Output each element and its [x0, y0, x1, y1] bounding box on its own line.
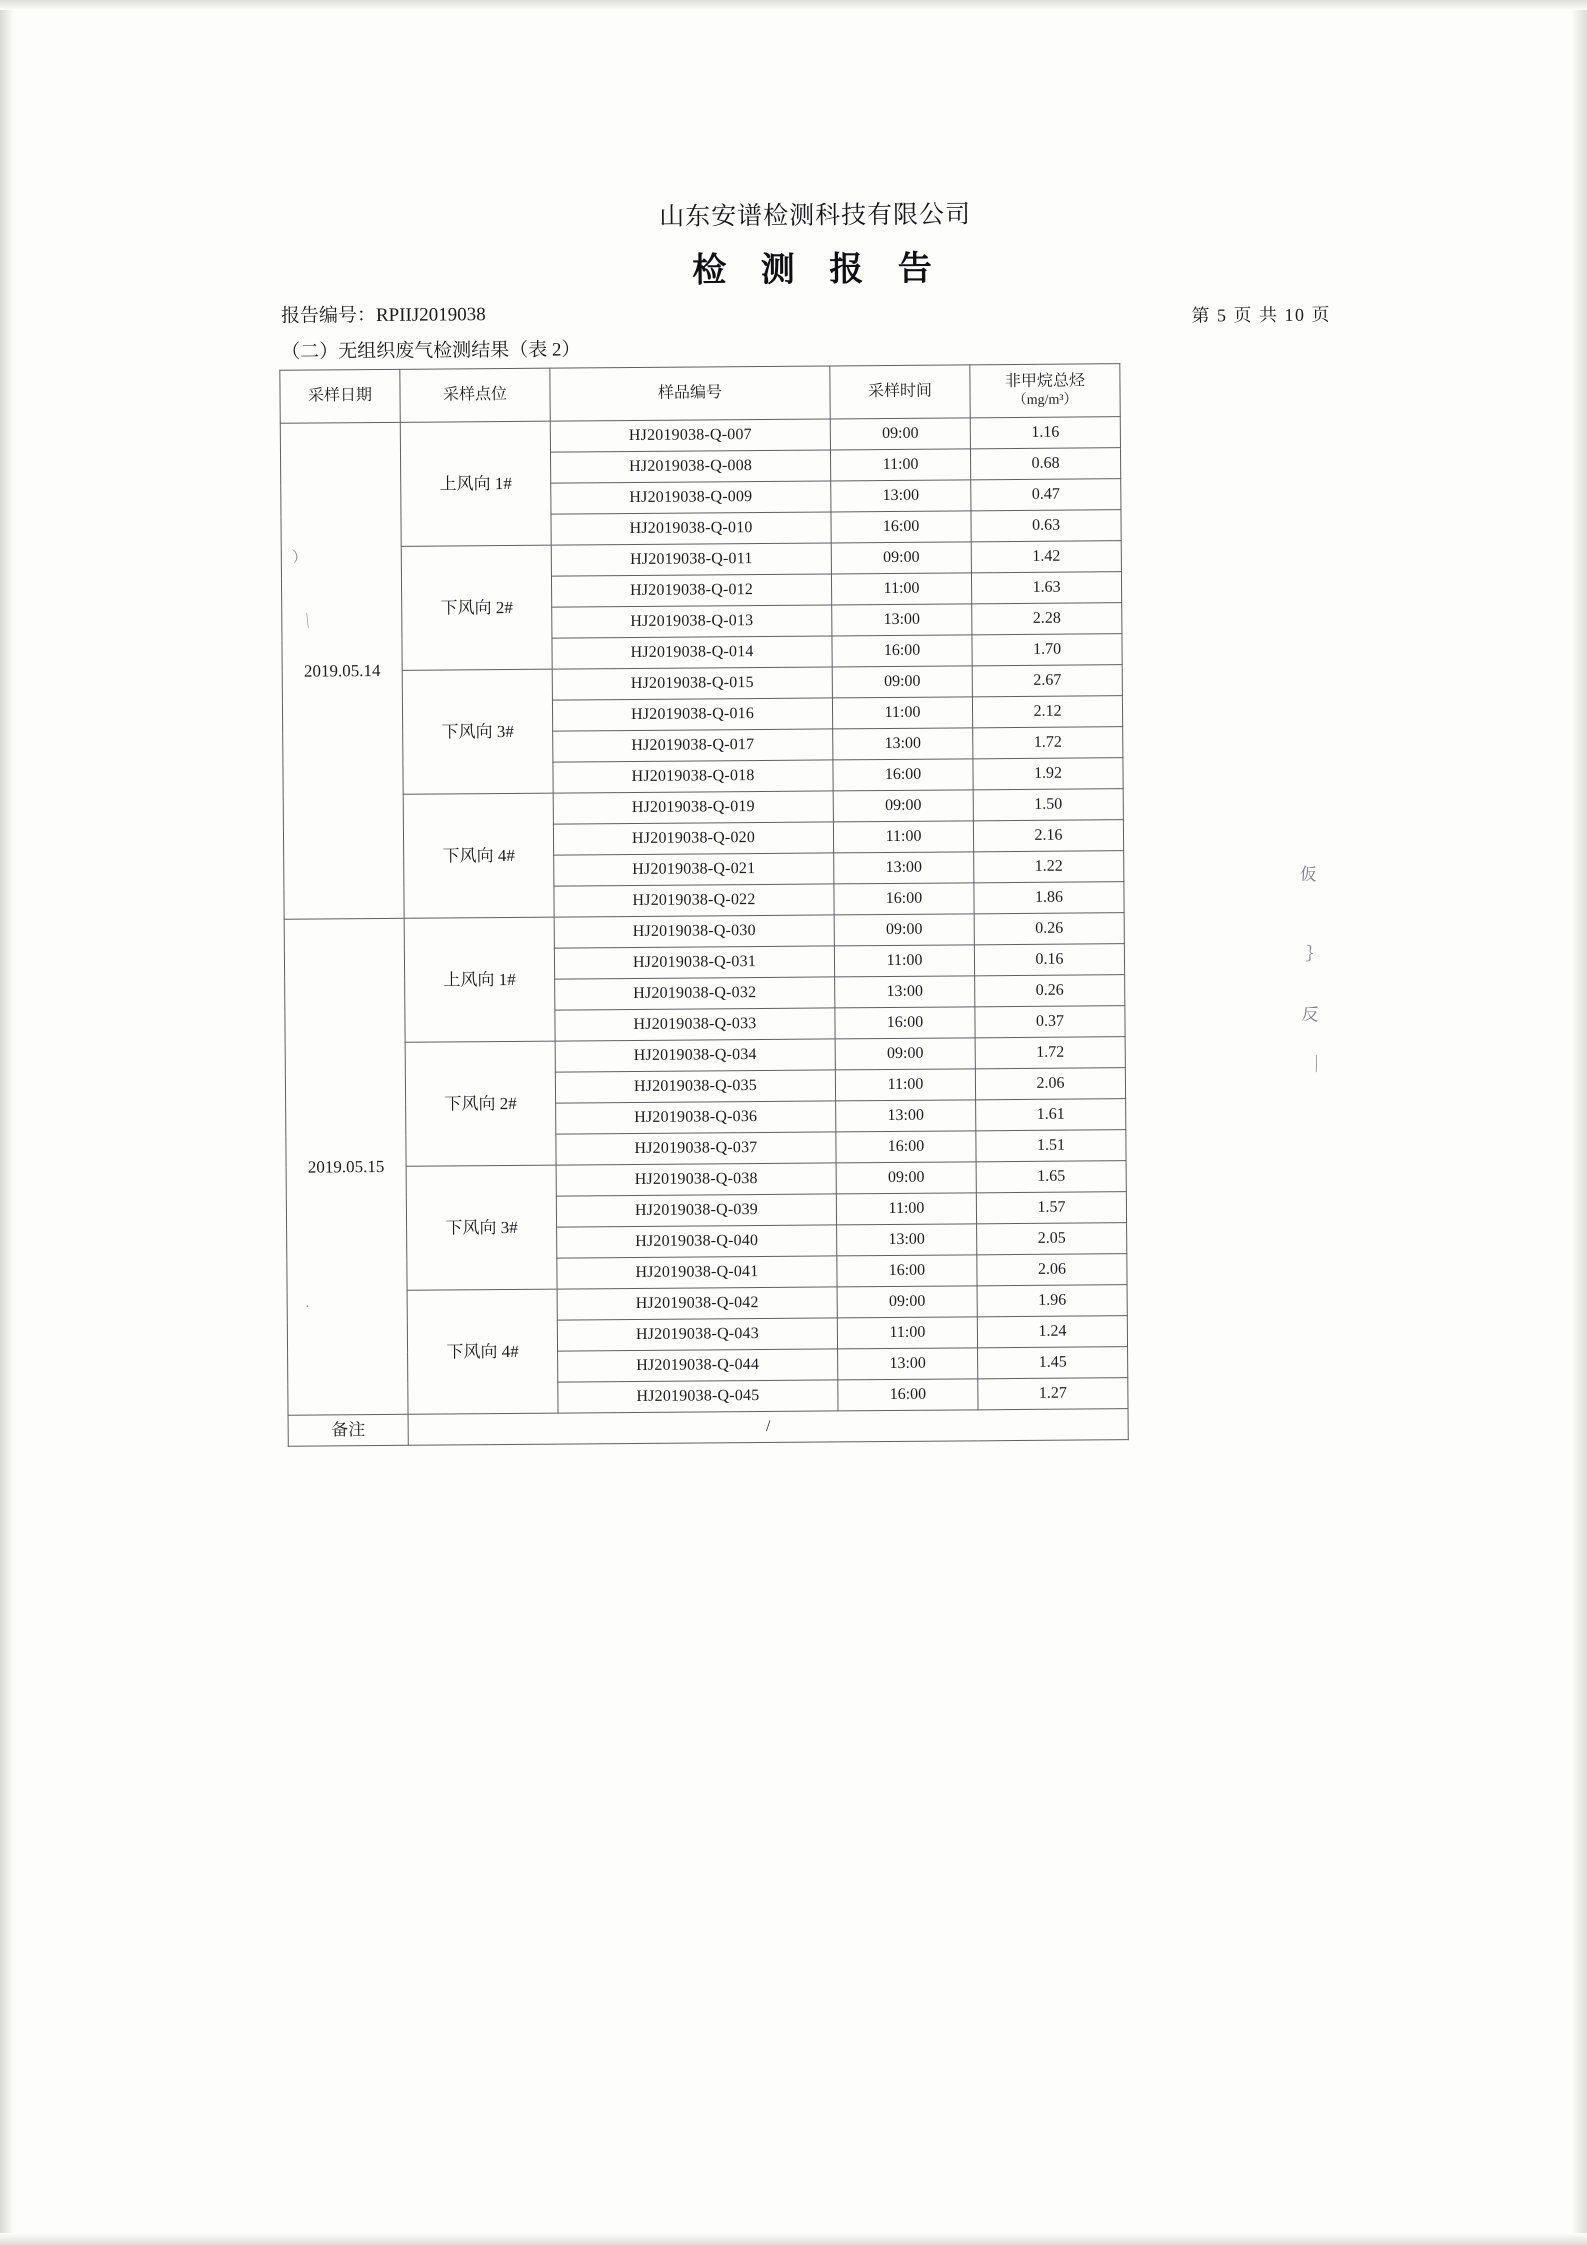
cell-analyte-value: 1.63	[971, 572, 1121, 604]
cell-sample-number: HJ2019038-Q-020	[553, 822, 833, 855]
cell-sample-number: HJ2019038-Q-036	[556, 1101, 836, 1134]
page-title: 检 测 报 告	[692, 250, 945, 290]
cell-sampling-time: 11:00	[832, 697, 972, 729]
cell-sample-number: HJ2019038-Q-044	[558, 1349, 838, 1382]
scan-top-edge	[0, 0, 1587, 10]
cell-sample-number: HJ2019038-Q-031	[554, 946, 834, 979]
cell-sample-number: HJ2019038-Q-043	[557, 1318, 837, 1351]
column-header-time: 采样时间	[830, 365, 970, 419]
cell-analyte-value: 1.22	[974, 851, 1124, 883]
cell-sample-number: HJ2019038-Q-009	[551, 481, 831, 514]
report-number: 报告编号：RPIIJ2019038	[280, 304, 486, 327]
cell-sampling-time: 13:00	[838, 1348, 978, 1380]
cell-analyte-value: 0.63	[971, 510, 1121, 542]
cell-analyte-value: 1.86	[974, 882, 1124, 914]
column-header-analyte-unit: （mg/m³）	[1012, 392, 1078, 409]
cell-analyte-value: 0.47	[971, 479, 1121, 511]
cell-analyte-value: 1.72	[973, 727, 1123, 759]
cell-sampling-time: 11:00	[837, 1317, 977, 1349]
table-body	[280, 417, 1128, 1416]
cell-sampling-time: 16:00	[837, 1255, 977, 1287]
cell-sampling-time: 13:00	[833, 728, 973, 760]
cell-sampling-time: 13:00	[837, 1224, 977, 1256]
cell-sample-number: HJ2019038-Q-013	[552, 605, 832, 638]
cell-sampling-time: 09:00	[836, 1162, 976, 1194]
cell-sampling-time: 16:00	[838, 1379, 978, 1411]
cell-sampling-time: 09:00	[837, 1286, 977, 1318]
scan-right-edge	[1571, 0, 1587, 2245]
cell-sampling-time: 11:00	[833, 821, 973, 853]
cell-sampling-time: 11:00	[834, 945, 974, 977]
cell-sampling-time: 11:00	[830, 449, 970, 481]
cell-analyte-value: 1.16	[970, 417, 1120, 449]
report-meta	[251, 292, 1341, 335]
cell-sampling-point: 上风向 1#	[400, 421, 551, 546]
column-header-sample-no: 样品编号	[550, 366, 830, 421]
cell-sample-number: HJ2019038-Q-012	[551, 574, 831, 607]
cell-sampling-time: 11:00	[836, 1193, 976, 1225]
cell-analyte-value: 2.16	[973, 820, 1123, 852]
cell-analyte-value: 1.92	[973, 758, 1123, 790]
cell-sampling-date: 2019.05.15	[284, 918, 408, 1415]
cell-analyte-value: 1.27	[978, 1378, 1128, 1410]
note-label: 备注	[288, 1414, 408, 1446]
cell-analyte-value: 2.06	[977, 1254, 1127, 1286]
table-footer-row	[288, 1409, 1128, 1447]
cell-sampling-time: 09:00	[835, 1038, 975, 1070]
cell-analyte-value: 0.37	[975, 1006, 1125, 1038]
table-header	[280, 364, 1120, 424]
cell-sample-number: HJ2019038-Q-034	[555, 1039, 835, 1072]
cell-sampling-point: 下风向 3#	[406, 1165, 557, 1290]
cell-analyte-value: 1.72	[975, 1037, 1125, 1069]
stray-mark-right-2: ｝	[1305, 944, 1324, 965]
stray-mark-left-2: ｜	[299, 613, 316, 631]
cell-sample-number: HJ2019038-Q-038	[556, 1163, 836, 1196]
stray-mark-right-1: 仮	[1299, 864, 1318, 885]
cell-sampling-point: 下风向 2#	[405, 1041, 556, 1166]
scan-bottom-edge	[0, 2233, 1587, 2245]
cell-sample-number: HJ2019038-Q-021	[554, 853, 834, 886]
cell-sample-number: HJ2019038-Q-032	[555, 977, 835, 1010]
cell-sampling-time: 13:00	[832, 604, 972, 636]
cell-sample-number: HJ2019038-Q-030	[554, 915, 834, 948]
cell-analyte-value: 2.28	[972, 603, 1122, 635]
cell-sample-number: HJ2019038-Q-042	[557, 1287, 837, 1320]
table-header-row	[280, 364, 1120, 424]
cell-sampling-point: 下风向 2#	[401, 545, 552, 670]
column-header-date: 采样日期	[280, 369, 400, 423]
cell-sampling-point: 下风向 4#	[407, 1289, 558, 1414]
cell-sampling-date: 2019.05.14	[280, 422, 404, 919]
cell-analyte-value: 1.96	[977, 1285, 1127, 1317]
cell-analyte-value: 2.06	[975, 1068, 1125, 1100]
cell-sampling-point: 上风向 1#	[404, 917, 555, 1042]
cell-sampling-time: 09:00	[831, 542, 971, 574]
cell-analyte-value: 1.45	[978, 1347, 1128, 1379]
cell-analyte-value: 2.12	[972, 696, 1122, 728]
cell-analyte-value: 1.51	[976, 1130, 1126, 1162]
section-title: （二）无组织废气检测结果（表 2）	[281, 339, 581, 363]
cell-sampling-time: 09:00	[833, 790, 973, 822]
cell-analyte-value: 1.61	[976, 1099, 1126, 1131]
cell-sampling-time: 16:00	[831, 511, 971, 543]
cell-analyte-value: 1.42	[971, 541, 1121, 573]
cell-sample-number: HJ2019038-Q-011	[551, 543, 831, 576]
cell-analyte-value: 0.26	[975, 975, 1125, 1007]
cell-analyte-value: 1.57	[976, 1192, 1126, 1224]
cell-sample-number: HJ2019038-Q-008	[550, 450, 830, 483]
cell-analyte-value: 1.70	[972, 634, 1122, 666]
company-name: 山东安谱检测科技有限公司	[659, 201, 972, 231]
cell-sampling-point: 下风向 4#	[403, 793, 554, 918]
cell-sampling-time: 11:00	[831, 573, 971, 605]
scan-left-edge	[0, 0, 14, 2245]
cell-sampling-time: 16:00	[836, 1131, 976, 1163]
cell-sampling-time: 16:00	[833, 759, 973, 791]
cell-sampling-time: 09:00	[830, 418, 970, 450]
stray-mark-left-3: ·	[305, 1300, 310, 1315]
cell-sample-number: HJ2019038-Q-022	[554, 884, 834, 917]
cell-analyte-value: 0.16	[974, 944, 1124, 976]
cell-sampling-time: 16:00	[834, 883, 974, 915]
cell-sample-number: HJ2019038-Q-037	[556, 1132, 836, 1165]
stray-mark-right-4: ｜	[1307, 1054, 1326, 1075]
cell-sample-number: HJ2019038-Q-035	[555, 1070, 835, 1103]
cell-sample-number: HJ2019038-Q-010	[551, 512, 831, 545]
cell-sampling-time: 09:00	[834, 914, 974, 946]
column-header-analyte-name: 非甲烷总烃	[1004, 372, 1086, 390]
cell-analyte-value: 1.65	[976, 1161, 1126, 1193]
cell-analyte-value: 0.68	[970, 448, 1120, 480]
cell-analyte-value: 1.50	[973, 789, 1123, 821]
cell-analyte-value: 2.67	[972, 665, 1122, 697]
cell-sample-number: HJ2019038-Q-018	[553, 760, 833, 793]
cell-sampling-time: 13:00	[831, 480, 971, 512]
cell-sampling-time: 16:00	[832, 635, 972, 667]
cell-sample-number: HJ2019038-Q-019	[553, 791, 833, 824]
page-indicator: 第 5 页 共 10 页	[1191, 304, 1332, 326]
cell-sample-number: HJ2019038-Q-015	[552, 667, 832, 700]
cell-sampling-point: 下风向 3#	[402, 669, 553, 794]
note-value: /	[408, 1409, 1128, 1446]
cell-sample-number: HJ2019038-Q-041	[557, 1256, 837, 1289]
cell-sampling-time: 16:00	[835, 1007, 975, 1039]
cell-sampling-time: 13:00	[834, 852, 974, 884]
report-body	[250, 191, 1350, 1447]
stray-mark-left-1: ）	[291, 548, 309, 566]
cell-sampling-time: 13:00	[835, 976, 975, 1008]
cell-sample-number: HJ2019038-Q-014	[552, 636, 832, 669]
cell-sample-number: HJ2019038-Q-040	[557, 1225, 837, 1258]
cell-sample-number: HJ2019038-Q-033	[555, 1008, 835, 1041]
column-header-point: 采样点位	[400, 368, 550, 422]
results-table	[279, 363, 1128, 1447]
cell-sample-number: HJ2019038-Q-045	[558, 1380, 838, 1413]
cell-sample-number: HJ2019038-Q-017	[553, 729, 833, 762]
cell-sample-number: HJ2019038-Q-039	[556, 1194, 836, 1227]
cell-analyte-value: 1.24	[977, 1316, 1127, 1348]
column-header-analyte	[970, 364, 1120, 418]
cell-sampling-time: 13:00	[836, 1100, 976, 1132]
table-footer	[288, 1409, 1128, 1447]
cell-sampling-time: 09:00	[832, 666, 972, 698]
cell-sample-number: HJ2019038-Q-007	[550, 419, 830, 452]
stray-mark-right-3: 反	[1301, 1004, 1320, 1025]
cell-analyte-value: 2.05	[977, 1223, 1127, 1255]
cell-analyte-value: 0.26	[974, 913, 1124, 945]
cell-sampling-time: 11:00	[835, 1069, 975, 1101]
cell-sample-number: HJ2019038-Q-016	[552, 698, 832, 731]
